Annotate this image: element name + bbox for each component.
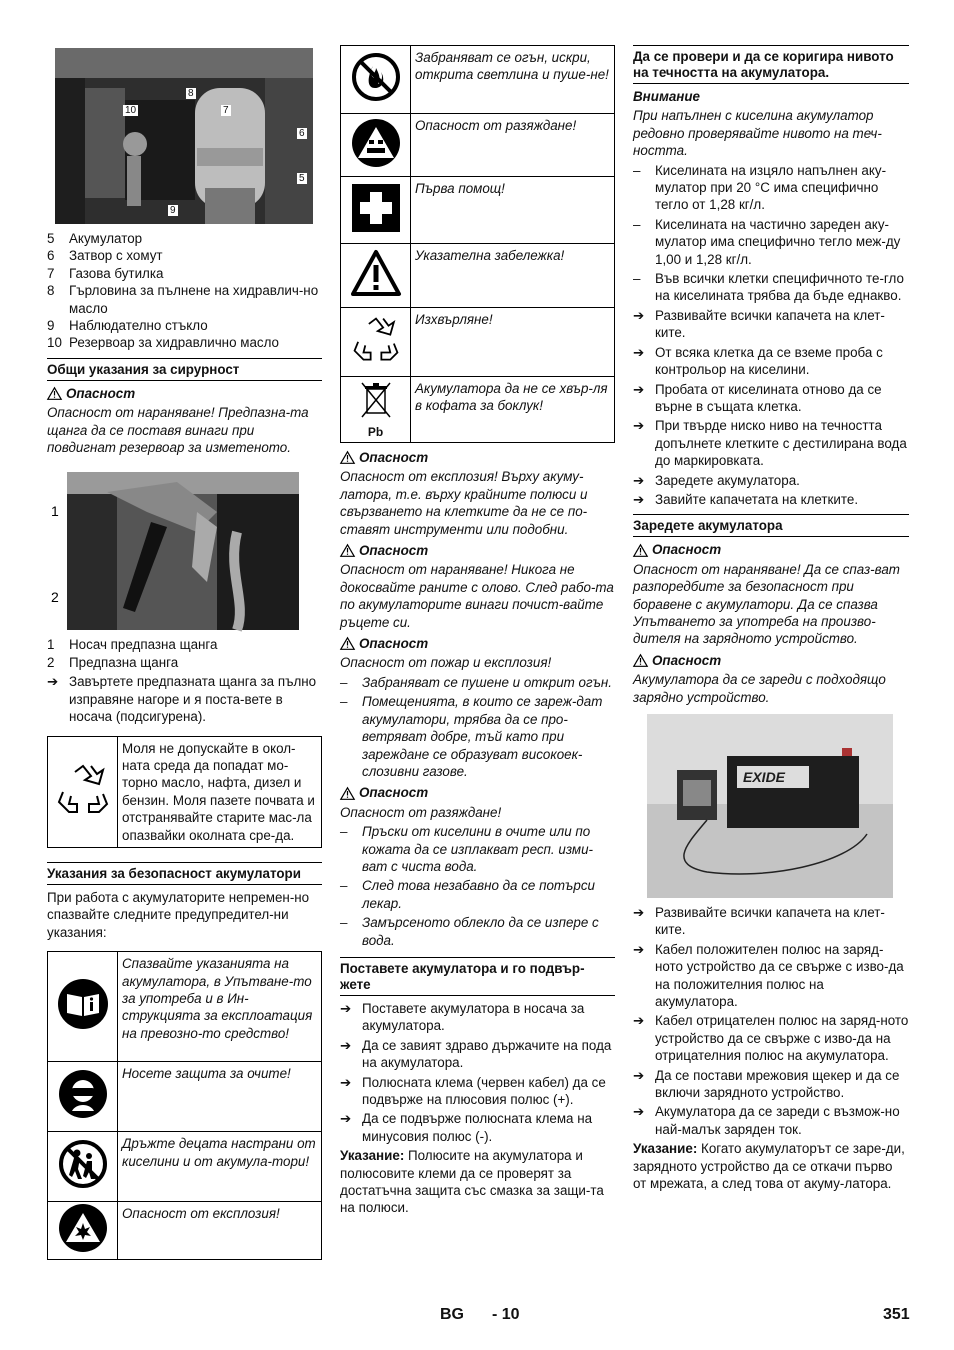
list-item: – Пръски от киселини в очите или по кожата да се изплакват респ. изми-ват с чиста вода. bbox=[340, 824, 593, 874]
first-aid-icon bbox=[341, 177, 411, 244]
symbol-text: Опасност от експлозия! bbox=[118, 1202, 322, 1260]
arrow-icon: ➔ bbox=[633, 1067, 645, 1083]
list-item: – Киселината на изцяло напълнен аку-мулатор при 20 °C има специфично тегло от 1,28 кг/л. bbox=[633, 162, 887, 213]
step-item: ➔ Пробата от киселината отново да се върне в същата клетка. bbox=[633, 381, 882, 414]
list-item: – Помещенията, в които се зареж-дат акумулатори, трябва да се про-ветряват добре, тъй като при зареждане се образуват високоек-слозивни газове. bbox=[340, 694, 603, 779]
step-item: ➔ Завийте капачетата на клетките. bbox=[633, 491, 859, 507]
arrow-icon: ➔ bbox=[633, 1104, 645, 1120]
list-item: – Замърсеното облекло да се изпере с вода. bbox=[340, 915, 599, 948]
danger-label: Опасност bbox=[633, 652, 909, 669]
symbols-table-2 bbox=[340, 45, 615, 443]
photo-label-5: 5 bbox=[299, 173, 305, 184]
photo-label-6: 6 bbox=[299, 128, 305, 139]
arrow-icon: ➔ bbox=[633, 344, 645, 360]
arrow-icon: ➔ bbox=[633, 418, 645, 434]
photo-label-9: 9 bbox=[170, 205, 176, 216]
step-item: ➔ От всяка клетка да се вземе проба с контрольор на киселини. bbox=[633, 344, 883, 378]
step-item: ➔ Развивайте всички капачета на клет-ките. bbox=[633, 905, 885, 938]
symbol-text: Спазвайте указанията на акумулатора, в Упътване-то за употреба и в Ин-струкцията за експлоатация на превозно-то средство! bbox=[118, 952, 322, 1062]
arrow-icon: ➔ bbox=[633, 381, 645, 397]
attention-label: Внимание bbox=[633, 89, 701, 104]
column-1 bbox=[47, 40, 322, 1260]
charge-danger-text-2: Акумулатора да се зареди с подходящо зарядно устройство. bbox=[633, 672, 886, 705]
list-item: – Забраняват се пушене и открит огън. bbox=[340, 674, 612, 690]
list-item: 8 Гърловина за пълнене на хидравлич-но масло bbox=[47, 283, 319, 316]
arrow-icon: ➔ bbox=[340, 1000, 352, 1016]
warning-triangle-icon bbox=[340, 451, 355, 464]
engine-bay-photo bbox=[55, 48, 313, 224]
footer-local-page: - 10 bbox=[492, 1306, 520, 1323]
arrow-icon: ➔ bbox=[340, 1037, 352, 1053]
arrow-icon: ➔ bbox=[633, 307, 645, 323]
photo-label-1: 1 bbox=[51, 503, 59, 520]
arrow-icon: ➔ bbox=[633, 491, 645, 507]
list-item: 1 Носач предпазна щанга bbox=[47, 637, 218, 653]
arrow-icon: ➔ bbox=[633, 941, 645, 957]
environment-note: Моля не допускайте в окол-ната среда да попадат мо-торно масло, нафта, дизел и бензин. Моля пазете почвата и отстранявайте старите мас-ла опазвайки околната сре-да. bbox=[118, 736, 322, 847]
column-2 bbox=[340, 45, 615, 1217]
step-item: ➔ Да се подвърже полюсната клема на минусовия полюс (-). bbox=[340, 1111, 593, 1144]
environment-table bbox=[47, 736, 322, 848]
danger-text-injury: Опасност от нараняване! Никога не докосвайте раните с олово. След рабо-та по акумулаторите винаги почист-вайте ръцете си. bbox=[340, 562, 614, 630]
danger-text-corrosion: Опасност от разяждане! bbox=[340, 804, 502, 820]
step-item: ➔ Кабел отрицателен полюс на заряд-ното устройство да се свърже с изво-да на отрицателния полюс на акумулатора. bbox=[633, 1013, 909, 1064]
fluid-level-heading: Да се провери и да се коригира нивото на течността на акумулатора. bbox=[633, 45, 909, 84]
warning-triangle-icon bbox=[340, 544, 355, 557]
explosion-icon bbox=[48, 1202, 118, 1260]
danger-label: Опасност bbox=[340, 542, 615, 559]
recycle-icon bbox=[48, 736, 118, 847]
danger-label: Опасност bbox=[340, 635, 615, 652]
list-item: 2 Предпазна щанга bbox=[47, 654, 179, 670]
symbol-text: Носете защита за очите! bbox=[118, 1062, 322, 1132]
arrow-icon: ➔ bbox=[633, 1013, 645, 1029]
legend-list-2 bbox=[47, 636, 322, 671]
symbol-text: Дръжте децата настрани от киселини и от акумула-тори! bbox=[118, 1132, 322, 1202]
symbol-text: Изхвърляне! bbox=[411, 308, 615, 377]
charge-danger-text-1: Опасност от нараняване! Да се спаз-ват разпоредбите за безопасност при боравене с акумулатори. Да се спазва Упътването за употреба на произво-дителя на зарядното устройство. bbox=[633, 561, 900, 647]
footer-page-number: 351 bbox=[883, 1306, 910, 1323]
recycle-icon bbox=[341, 308, 411, 377]
arrow-icon: ➔ bbox=[633, 905, 645, 920]
step-item: ➔ Развивайте всички капачета на клет-ките. bbox=[633, 307, 885, 341]
danger-text-explosion: Опасност от експлозия! Върху акуму-латора, т.е. върху крайните полюси и свързването на клетките да не се по-ставят инструменти или подобни. bbox=[340, 469, 588, 537]
symbol-text: Първа помощ! bbox=[411, 177, 615, 244]
warning-triangle-icon bbox=[340, 787, 355, 800]
install-note: Указание: Полюсите на акумулатора и полюсовите клеми да се проверят за достатъчна защита със смазка за защи-та на полюси. bbox=[340, 1148, 604, 1216]
list-item: 7 Газова бутилка bbox=[47, 265, 164, 281]
pb-label: Pb bbox=[367, 424, 384, 439]
list-item: – Във всички клетки специфичното те-гло на киселината трябва да бъде еднакво. bbox=[633, 271, 904, 304]
list-item: 9 Наблюдателно стъкло bbox=[47, 318, 208, 334]
no-children-icon bbox=[48, 1132, 118, 1202]
no-fire-icon bbox=[341, 46, 411, 114]
charge-note: Указание: Когато акумулаторът се заре-ди, зарядното устройство да се откачи първо от мрежата, а след това от акуму-латора. bbox=[633, 1141, 905, 1192]
photo-label-8: 8 bbox=[188, 88, 194, 99]
warning-triangle-icon bbox=[340, 637, 355, 650]
danger-text-fire: Опасност от пожар и експлозия! bbox=[340, 655, 552, 671]
safety-bar-photo bbox=[51, 472, 299, 630]
step-item: ➔ Да се постави мрежовия щекер и да се включи зарядното устройство. bbox=[633, 1067, 900, 1101]
symbol-text: Забраняват се огън, искри, открита светлина и пуше-не! bbox=[411, 46, 615, 114]
step-item: ➔ При твърде ниско ниво на течността допълнете клетките с дестилирана вода до маркировката. bbox=[633, 418, 907, 469]
no-bin-icon bbox=[341, 377, 411, 443]
warning-triangle-icon bbox=[633, 654, 648, 667]
legend-list-1 bbox=[47, 230, 322, 352]
step-item: ➔ Поставете акумулатора в носача за акумулатора. bbox=[340, 1000, 585, 1034]
step-item: ➔ Завъртете предпазната щанга за пълно изправяне нагоре и я поста-вете в носача (подсигурена). bbox=[47, 674, 317, 725]
symbol-text: Указателна забележка! bbox=[411, 244, 615, 308]
goggles-icon bbox=[48, 1062, 118, 1132]
symbols-table-1 bbox=[47, 951, 322, 1260]
warning-triangle-icon bbox=[633, 544, 648, 557]
install-battery-heading: Поставете акумулатора и го подвър-жете bbox=[340, 957, 615, 996]
battery-brand-label: EXIDE bbox=[743, 769, 786, 785]
charge-battery-heading: Заредете акумулатора bbox=[633, 514, 909, 537]
list-item: 6 Затвор с хомут bbox=[47, 248, 163, 264]
corrosive-icon bbox=[341, 114, 411, 177]
battery-safety-heading: Указания за безопасност акумулатори bbox=[47, 862, 322, 885]
step-item: ➔ Полюсната клема (червен кабел) да се подвърже на плюсовия полюс (+). bbox=[340, 1074, 606, 1107]
general-safety-heading: Общи указания за сирурност bbox=[47, 358, 322, 381]
step-item: ➔ Кабел положителен полюс на заряд-ното устройство да се свърже с изво-да на положителния полюс на акумулатора. bbox=[633, 941, 904, 1010]
photo-label-10: 10 bbox=[125, 105, 137, 116]
arrow-icon: ➔ bbox=[633, 472, 645, 488]
danger-label: Опасност bbox=[633, 541, 909, 558]
arrow-icon: ➔ bbox=[47, 674, 59, 690]
step-item: ➔ Да се завият здраво държачите на пода на акумулатора. bbox=[340, 1037, 612, 1071]
symbol-text: Опасност от разяждане! bbox=[411, 114, 615, 177]
symbol-text: Акумулатора да не се хвър-ля в кофата за боклук! bbox=[411, 377, 615, 443]
list-item: 10 Резервоар за хидравлично масло bbox=[47, 335, 279, 351]
step-item: ➔ Акумулатора да се зареди с възмож-но най-малък заряден ток. bbox=[633, 1104, 900, 1137]
danger-label: Опасност bbox=[340, 449, 615, 466]
general-safety-text: Опасност от нараняване! Предпазна-та щанга да се поставя винаги при повдигнат резервоар за изметеното. bbox=[47, 405, 309, 456]
danger-label: Опасност bbox=[47, 385, 322, 402]
list-item: 5 Акумулатор bbox=[47, 231, 143, 246]
battery-safety-intro: При работа с акумулаторите непремен-но спазвайте следните предупредител-ни указания: bbox=[47, 889, 310, 940]
battery-charger-photo bbox=[647, 714, 893, 898]
list-item: – След това незабавно да се потърси лекар. bbox=[340, 878, 595, 911]
arrow-icon: ➔ bbox=[340, 1111, 352, 1127]
manual-icon bbox=[48, 952, 118, 1062]
arrow-icon: ➔ bbox=[340, 1074, 352, 1090]
warning-triangle-icon bbox=[47, 387, 62, 400]
list-item: – Киселината на частично зареден аку-мулатор има специфично тегло меж-ду 1,00 и 1,28 кг/л. bbox=[633, 216, 901, 267]
footer-language: BG bbox=[440, 1306, 464, 1323]
danger-label: Опасност bbox=[340, 784, 615, 801]
step-item: ➔ Заредете акумулатора. bbox=[633, 472, 800, 488]
photo-label-7: 7 bbox=[223, 105, 229, 116]
attention-text: При напълнен с киселина акумулатор редовно проверявайте нивото на теч-ността. bbox=[633, 108, 882, 159]
photo-label-2: 2 bbox=[51, 589, 59, 606]
warning-icon bbox=[341, 244, 411, 308]
column-3 bbox=[633, 45, 909, 1193]
